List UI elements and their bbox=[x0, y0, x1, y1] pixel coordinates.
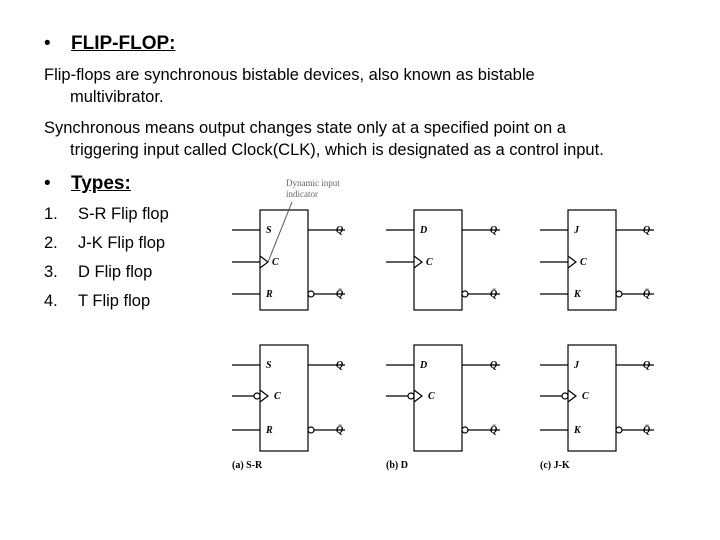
definition-line-2: multivibrator. bbox=[70, 88, 164, 106]
caption-jk: (c) J-K bbox=[540, 460, 570, 471]
pin-label-c: C bbox=[426, 257, 433, 268]
list-label: S-R Flip flop bbox=[78, 205, 169, 223]
list-label: T Flip flop bbox=[78, 292, 151, 310]
pin-label-c: C bbox=[274, 391, 281, 402]
list-number: 4. bbox=[44, 292, 58, 310]
pin-label-q: Q bbox=[490, 225, 498, 236]
pin-label-q-bar: Q̄ bbox=[490, 425, 498, 436]
caption-d: (b) D bbox=[386, 460, 408, 471]
pin-label-q: Q bbox=[643, 360, 651, 371]
pin-label-q: Q bbox=[490, 360, 498, 371]
bullet-icon: • bbox=[44, 173, 51, 194]
pin-label-c: C bbox=[582, 391, 589, 402]
synchronous-line-2: triggering input called Clock(CLK), which is designated as a control input. bbox=[70, 141, 604, 159]
d-flip-flop-symbol-top bbox=[386, 210, 500, 310]
annotation-label-line-2: indicator bbox=[286, 189, 318, 199]
pin-label-q-bar: Q̄ bbox=[643, 289, 651, 300]
list-label: D Flip flop bbox=[78, 263, 153, 281]
synchronous-line-1: Synchronous means output changes state only at a specified point on a bbox=[44, 119, 566, 137]
definition-line-1: Flip-flops are synchronous bistable devices, also known as bistable bbox=[44, 66, 535, 84]
bullet-icon: • bbox=[44, 33, 51, 54]
sr-flip-flop-symbol-bottom bbox=[232, 345, 345, 451]
pin-label-q: Q bbox=[336, 225, 344, 236]
types-title: Types: bbox=[71, 173, 131, 194]
jk-flip-flop-symbol-top bbox=[540, 210, 654, 310]
caption-sr: (a) S-R bbox=[232, 460, 263, 471]
pin-label-q-bar: Q̄ bbox=[336, 425, 344, 436]
pin-label-j: J bbox=[574, 360, 579, 371]
sr-flip-flop-symbol-top bbox=[232, 202, 345, 310]
list-number: 1. bbox=[44, 205, 58, 223]
list-number: 2. bbox=[44, 234, 58, 252]
pin-label-s: S bbox=[266, 360, 272, 371]
pin-label-j: J bbox=[574, 225, 579, 236]
pin-label-q-bar: Q̄ bbox=[643, 425, 651, 436]
pin-label-q-bar: Q̄ bbox=[490, 289, 498, 300]
pin-label-q-bar: Q̄ bbox=[336, 289, 344, 300]
pin-label-s: S bbox=[266, 225, 272, 236]
pin-label-c: C bbox=[272, 257, 279, 268]
page-title: FLIP-FLOP: bbox=[71, 33, 176, 54]
pin-label-k: K bbox=[574, 425, 581, 436]
list-label: J-K Flip flop bbox=[78, 234, 166, 252]
pin-label-r: R bbox=[266, 425, 273, 436]
d-flip-flop-symbol-bottom bbox=[386, 345, 500, 451]
pin-label-q: Q bbox=[643, 225, 651, 236]
pin-label-c: C bbox=[580, 257, 587, 268]
pin-label-q: Q bbox=[336, 360, 344, 371]
jk-flip-flop-symbol-bottom bbox=[540, 345, 654, 451]
list-number: 3. bbox=[44, 263, 58, 281]
annotation-label-line-1: Dynamic input bbox=[286, 178, 340, 188]
pin-label-k: K bbox=[574, 289, 581, 300]
pin-label-d: D bbox=[420, 225, 428, 236]
pin-label-c: C bbox=[428, 391, 435, 402]
pin-label-r: R bbox=[266, 289, 273, 300]
pin-label-d: D bbox=[420, 360, 428, 371]
